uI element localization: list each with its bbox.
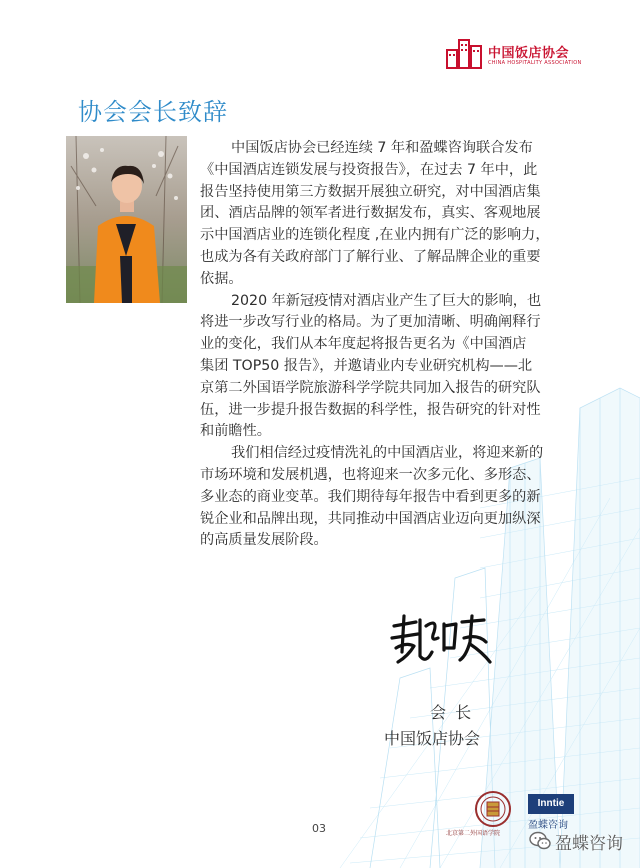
text-line: 《中国酒店连锁发展与投资报告》，在过去 7 年中，此 xyxy=(200,161,538,178)
text-line: 锐企业和品牌出现，共同推动中国酒店业迈向更加纵深 xyxy=(200,510,541,527)
text-line: 的高质量发展阶段。 xyxy=(200,532,328,549)
text-line: 示中国酒店业的连锁化程度 ,在业内拥有广泛的影响力， xyxy=(200,227,550,244)
signatory-organization: 中国饭店协会 xyxy=(384,729,481,748)
text-line: 将进一步改写行业的格局。为了更加清晰、明确阐释行 xyxy=(200,314,541,331)
paragraph-1 xyxy=(200,138,582,291)
signatory-title: 会 长 xyxy=(430,703,474,722)
text-line: 2020 年新冠疫情对酒店业产生了巨大的影响，也 xyxy=(231,292,542,309)
text-line: 伍，进一步提升报告数据的科学性，报告研究的针对性 xyxy=(200,401,541,418)
logo-chinese-name: 中国饭店协会 xyxy=(488,46,570,61)
paragraph-3 xyxy=(200,443,582,552)
text-line: 依据。 xyxy=(200,270,243,287)
text-line: 京第二外国语学院旅游科学学院共同加入报告的研究队 xyxy=(200,379,541,396)
handwritten-signature xyxy=(386,612,494,674)
page-number: 03 xyxy=(312,822,326,835)
text-line: 多业态的商业变革。我们期待每年报告中看到更多的新 xyxy=(200,488,541,505)
president-photo xyxy=(66,136,187,303)
university-name: 北京第二外国语学院 xyxy=(446,830,501,837)
wechat-watermark xyxy=(529,829,623,853)
watermark-text: 盈蝶咨询 xyxy=(555,833,623,854)
building-logo-icon xyxy=(444,36,484,70)
inntie-chinese-name: 盈蝶咨询 xyxy=(528,820,568,831)
text-line: 报告坚持使用第三方数据开展独立研究，对中国酒店集 xyxy=(200,183,541,200)
speech-body xyxy=(200,138,582,552)
association-logo xyxy=(444,36,620,70)
text-line: 市场环境和发展机遇，也将迎来一次多元化、多形态、 xyxy=(200,466,541,483)
university-seal-icon xyxy=(474,790,512,828)
inntie-logo: Inntie xyxy=(528,794,574,814)
text-line: 集团 TOP50 报告》，并邀请业内专业研究机构——北 xyxy=(200,357,533,374)
text-line: 中国饭店协会已经连续 7 年和盈蝶咨询联合发布 xyxy=(231,140,533,156)
paragraph-2 xyxy=(200,291,582,444)
text-line: 团、酒店品牌的领军者进行数据发布，真实、客观地展 xyxy=(200,205,541,222)
text-line: 也成为各有关政府部门了解行业、了解品牌企业的重要 xyxy=(200,248,541,265)
page-title: 协会会长致辞 xyxy=(78,98,228,126)
text-line: 业的变化，我们从本年度起将报告更名为《中国酒店 xyxy=(200,336,527,353)
wechat-icon xyxy=(529,831,551,851)
text-line: 和前瞻性。 xyxy=(200,423,271,440)
text-line: 我们相信经过疫情洗礼的中国酒店业，将迎来新的 xyxy=(231,445,544,462)
logo-english-name: CHINA HOSPITALITY ASSOCIATION xyxy=(488,60,582,66)
